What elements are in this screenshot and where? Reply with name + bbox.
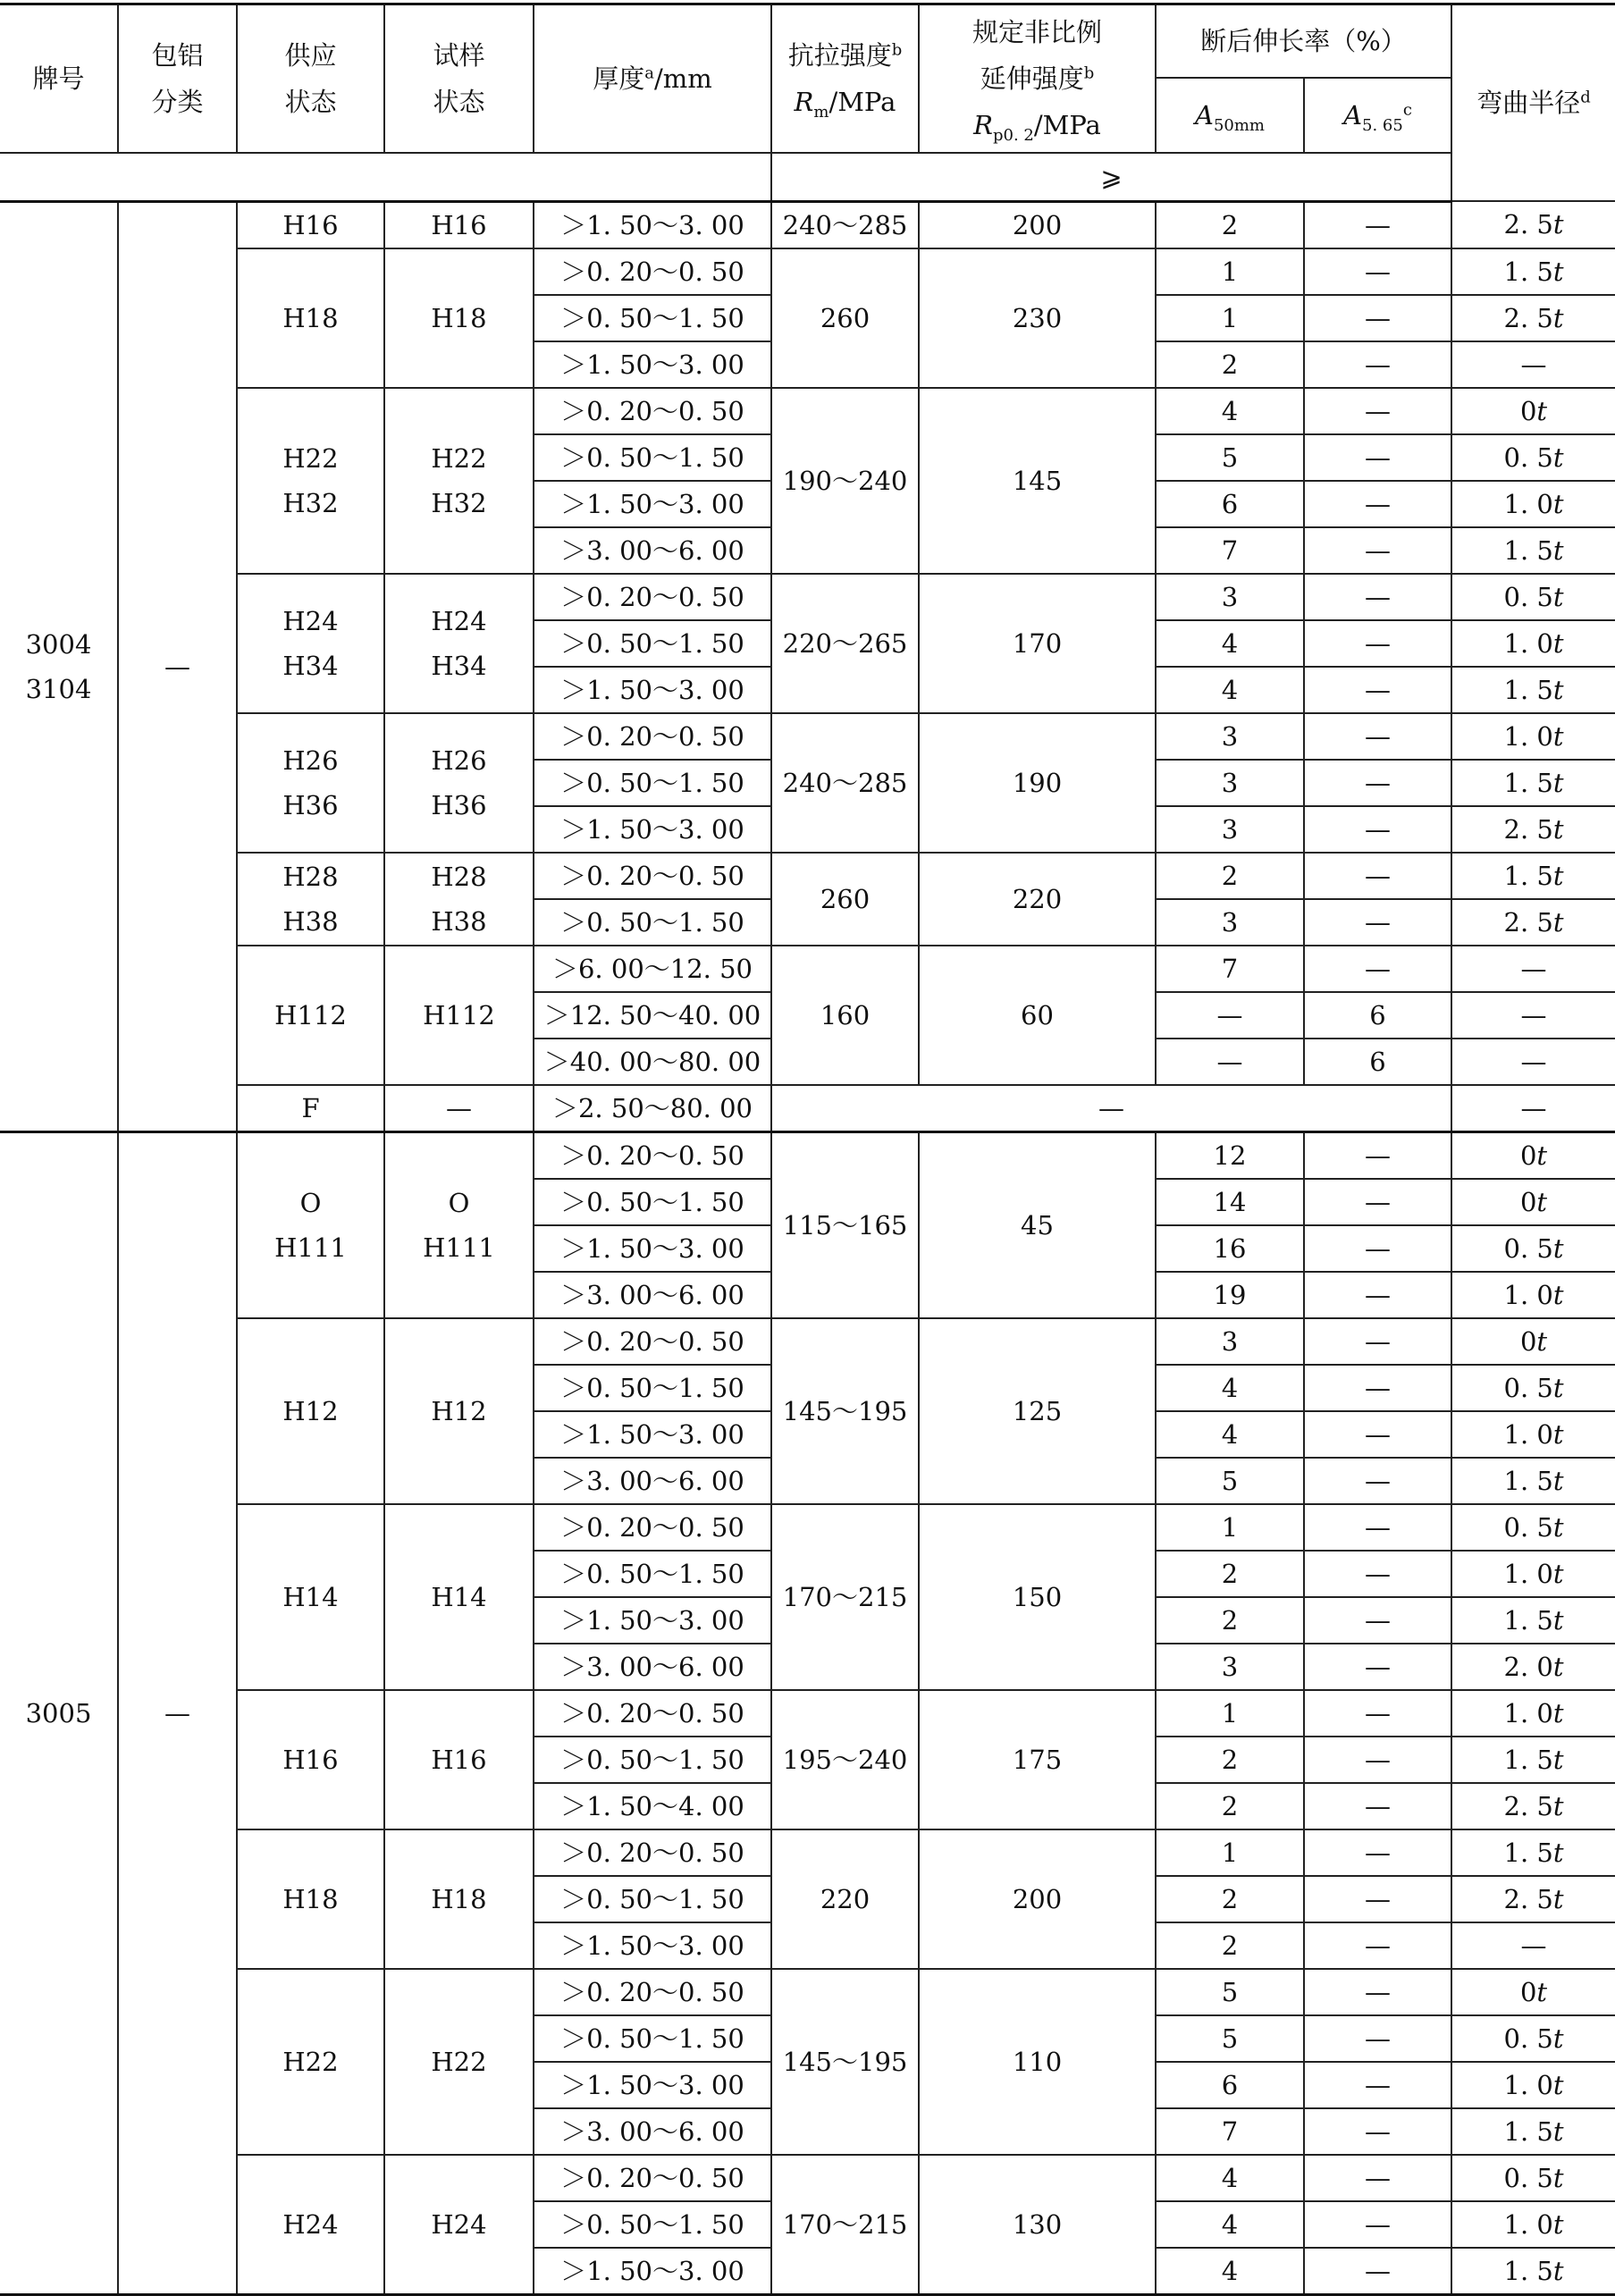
header-grade: 牌号 <box>0 4 118 153</box>
cell-a50mm: 1 <box>1156 1690 1304 1737</box>
cell-a50mm: — <box>1156 992 1304 1039</box>
cell-a50mm: 1 <box>1156 1504 1304 1551</box>
cell-a50mm: — <box>1156 1039 1304 1085</box>
cell-sample-state: H28 H38 <box>384 853 534 946</box>
cell-supply-state: O H111 <box>237 1131 384 1318</box>
cell-yield: 110 <box>919 1969 1156 2155</box>
cell-a565: — <box>1304 946 1451 992</box>
cell-a50mm: 3 <box>1156 899 1304 946</box>
cell-supply-state: H26 H36 <box>237 713 384 853</box>
cell-thickness: ＞0. 50～1. 50 <box>534 1737 771 1783</box>
cell-yield: 200 <box>919 201 1156 248</box>
header-sample-state: 试样 状态 <box>384 4 534 153</box>
header-blank <box>0 153 771 202</box>
cell-sample-state: H112 <box>384 946 534 1085</box>
cell-a565: — <box>1304 1969 1451 2015</box>
cell-bend-radius: — <box>1451 1039 1615 1085</box>
cell-sample-state: H26 H36 <box>384 713 534 853</box>
header-thickness: 厚度$^a$/mm <box>534 4 771 153</box>
cell-tensile: 145～195 <box>771 1969 919 2155</box>
cell-a565: — <box>1304 1644 1451 1690</box>
cell-yield: 190 <box>919 713 1156 853</box>
cell-tensile: 170～215 <box>771 1504 919 1690</box>
cell-a50mm: 1 <box>1156 295 1304 341</box>
cell-bend-radius: 1. 0t <box>1451 713 1615 760</box>
spec-table-container <box>0 3 1615 2296</box>
cell-a50mm: 2 <box>1156 1876 1304 1922</box>
cell-a50mm: 4 <box>1156 388 1304 434</box>
cell-supply-state: H16 <box>237 1690 384 1829</box>
cell-thickness: ＞40. 00～80. 00 <box>534 1039 771 1085</box>
cell-tensile: 240～285 <box>771 713 919 853</box>
table-row <box>0 1318 1615 1365</box>
cell-thickness: ＞2. 50～80. 00 <box>534 1085 771 1132</box>
cell-thickness: ＞1. 50～3. 00 <box>534 2062 771 2108</box>
table-row <box>0 853 1615 899</box>
cell-sample-state: — <box>384 1085 534 1132</box>
cell-bend-radius: 1. 5t <box>1451 2108 1615 2155</box>
cell-a565: — <box>1304 341 1451 388</box>
cell-bend-radius: 1. 0t <box>1451 1551 1615 1597</box>
table-body <box>0 201 1615 2294</box>
cell-yield: 45 <box>919 1131 1156 1318</box>
cell-bend-radius: 2. 5t <box>1451 1876 1615 1922</box>
header-a565: $A_{5. 65}^c$ <box>1304 78 1451 153</box>
table-row <box>0 201 1615 248</box>
cell-sample-state: H18 <box>384 1829 534 1969</box>
cell-supply-state: H12 <box>237 1318 384 1504</box>
cell-bend-radius: — <box>1451 341 1615 388</box>
cell-a565: — <box>1304 1922 1451 1969</box>
table-row <box>0 1504 1615 1551</box>
table-row <box>0 248 1615 295</box>
cell-bend-radius: 1. 5t <box>1451 248 1615 295</box>
cell-thickness: ＞0. 20～0. 50 <box>534 1131 771 1179</box>
cell-yield: 130 <box>919 2155 1156 2295</box>
cell-a50mm: 4 <box>1156 667 1304 713</box>
cell-thickness: ＞1. 50～3. 00 <box>534 1411 771 1458</box>
cell-a50mm: 14 <box>1156 1179 1304 1225</box>
cell-bend-radius: 1. 5t <box>1451 1597 1615 1644</box>
cell-bend-radius: 0. 5t <box>1451 1225 1615 1272</box>
header-yield-strength: 规定非比例 延伸强度$^b$ $R_{p0. 2}$/MPa <box>919 4 1156 153</box>
cell-bend-radius: — <box>1451 946 1615 992</box>
cell-a50mm: 7 <box>1156 946 1304 992</box>
cell-tensile: 240～285 <box>771 201 919 248</box>
cell-supply-state: H18 <box>237 248 384 388</box>
cell-a50mm: 2 <box>1156 1551 1304 1597</box>
cell-thickness: ＞1. 50～4. 00 <box>534 1783 771 1829</box>
cell-a50mm: 4 <box>1156 2201 1304 2248</box>
cell-a50mm: 19 <box>1156 1272 1304 1318</box>
cell-bend-radius: 0. 5t <box>1451 2155 1615 2201</box>
cell-thickness: ＞3. 00～6. 00 <box>534 527 771 574</box>
cell-supply-state: F <box>237 1085 384 1132</box>
cell-yield: 175 <box>919 1690 1156 1829</box>
cell-bend-radius: 1. 5t <box>1451 1829 1615 1876</box>
cell-bend-radius: 1. 0t <box>1451 2062 1615 2108</box>
table-row <box>0 946 1615 992</box>
cell-a50mm: 3 <box>1156 760 1304 806</box>
cell-sample-state: H24 H34 <box>384 574 534 713</box>
cell-a565: — <box>1304 853 1451 899</box>
cell-a565: 6 <box>1304 992 1451 1039</box>
cell-bend-radius: 1. 5t <box>1451 760 1615 806</box>
cell-bend-radius: 0. 5t <box>1451 574 1615 620</box>
table-row <box>0 1829 1615 1876</box>
cell-thickness: ＞0. 50～1. 50 <box>534 899 771 946</box>
cell-a565: — <box>1304 760 1451 806</box>
cell-thickness: ＞3. 00～6. 00 <box>534 1458 771 1504</box>
cell-supply-state: H24 <box>237 2155 384 2295</box>
cell-thickness: ＞0. 50～1. 50 <box>534 760 771 806</box>
cell-thickness: ＞0. 50～1. 50 <box>534 434 771 481</box>
header-a50mm: $A_{50mm}$ <box>1156 78 1304 153</box>
cell-thickness: ＞6. 00～12. 50 <box>534 946 771 992</box>
cell-a50mm: 2 <box>1156 1783 1304 1829</box>
cell-bend-radius: 2. 5t <box>1451 806 1615 853</box>
cell-a565: — <box>1304 2248 1451 2295</box>
cell-thickness: ＞1. 50～3. 00 <box>534 667 771 713</box>
cell-tensile: 260 <box>771 248 919 388</box>
cell-thickness: ＞0. 20～0. 50 <box>534 1829 771 1876</box>
cell-bend-radius: 0. 5t <box>1451 2015 1615 2062</box>
cell-a565: — <box>1304 1458 1451 1504</box>
cell-a565: — <box>1304 2015 1451 2062</box>
cell-bend-radius: 1. 5t <box>1451 1737 1615 1783</box>
cell-a50mm: 4 <box>1156 1365 1304 1411</box>
cell-supply-state: H28 H38 <box>237 853 384 946</box>
cell-a50mm: 3 <box>1156 574 1304 620</box>
cell-supply-state: H14 <box>237 1504 384 1690</box>
cell-thickness: ＞0. 20～0. 50 <box>534 574 771 620</box>
cell-bend-radius: 2. 5t <box>1451 1783 1615 1829</box>
cell-bend-radius: 1. 0t <box>1451 1411 1615 1458</box>
cell-thickness: ＞1. 50～3. 00 <box>534 201 771 248</box>
cell-sample-state: H24 <box>384 2155 534 2295</box>
cell-tensile: 160 <box>771 946 919 1085</box>
cell-yield: 170 <box>919 574 1156 713</box>
cell-a50mm: 3 <box>1156 806 1304 853</box>
cell-a565: — <box>1304 574 1451 620</box>
cell-a565: — <box>1304 481 1451 527</box>
cell-a565: — <box>1304 1225 1451 1272</box>
cell-a565: — <box>1304 1272 1451 1318</box>
cell-bend-radius: 1. 5t <box>1451 2248 1615 2295</box>
cell-thickness: ＞0. 50～1. 50 <box>534 295 771 341</box>
cell-tensile: 260 <box>771 853 919 946</box>
cell-sample-state: H16 <box>384 201 534 248</box>
cell-thickness: ＞0. 50～1. 50 <box>534 2201 771 2248</box>
cell-grade: 3005 <box>0 1131 118 2294</box>
table-row <box>0 1131 1615 1179</box>
cell-a565: — <box>1304 1829 1451 1876</box>
cell-bend-radius: 0t <box>1451 1969 1615 2015</box>
cell-yield: 60 <box>919 946 1156 1085</box>
cell-yield: 145 <box>919 388 1156 574</box>
cell-a50mm: 3 <box>1156 713 1304 760</box>
cell-thickness: ＞1. 50～3. 00 <box>534 1597 771 1644</box>
cell-merged-values: — <box>771 1085 1451 1132</box>
table-row <box>0 574 1615 620</box>
cell-a565: — <box>1304 248 1451 295</box>
cell-a50mm: 16 <box>1156 1225 1304 1272</box>
cell-thickness: ＞0. 50～1. 50 <box>534 1179 771 1225</box>
cell-a565: — <box>1304 1783 1451 1829</box>
cell-thickness: ＞1. 50～3. 00 <box>534 481 771 527</box>
cell-bend-radius: 2. 0t <box>1451 1644 1615 1690</box>
header-supply-state: 供应 状态 <box>237 4 384 153</box>
cell-a50mm: 1 <box>1156 1829 1304 1876</box>
cell-a565: — <box>1304 388 1451 434</box>
cell-bend-radius: 2. 5t <box>1451 899 1615 946</box>
cell-a565: — <box>1304 1179 1451 1225</box>
cell-sample-state: H22 H32 <box>384 388 534 574</box>
cell-supply-state: H16 <box>237 201 384 248</box>
cell-bend-radius: — <box>1451 992 1615 1039</box>
cell-a50mm: 6 <box>1156 2062 1304 2108</box>
cell-tensile: 220 <box>771 1829 919 1969</box>
header-bend-radius: 弯曲半径$^d$ <box>1451 4 1615 202</box>
cell-bend-radius: 0. 5t <box>1451 1504 1615 1551</box>
cell-a565: — <box>1304 2155 1451 2201</box>
cell-tensile: 195～240 <box>771 1690 919 1829</box>
table-row <box>0 713 1615 760</box>
cell-bend-radius: — <box>1451 1085 1615 1132</box>
cell-sample-state: H22 <box>384 1969 534 2155</box>
cell-supply-state: H24 H34 <box>237 574 384 713</box>
cell-thickness: ＞0. 50～1. 50 <box>534 1365 771 1411</box>
cell-a50mm: 2 <box>1156 1737 1304 1783</box>
cell-supply-state: H22 <box>237 1969 384 2155</box>
cell-a50mm: 2 <box>1156 341 1304 388</box>
cell-a50mm: 3 <box>1156 1644 1304 1690</box>
cell-a565: 6 <box>1304 1039 1451 1085</box>
cell-thickness: ＞0. 20～0. 50 <box>534 1504 771 1551</box>
header-tensile-strength: 抗拉强度$^b$ $R_m$/MPa <box>771 4 919 153</box>
table-row <box>0 1085 1615 1132</box>
cell-thickness: ＞3. 00～6. 00 <box>534 1272 771 1318</box>
cell-a565: — <box>1304 1318 1451 1365</box>
cell-a50mm: 5 <box>1156 1969 1304 2015</box>
cell-thickness: ＞0. 20～0. 50 <box>534 248 771 295</box>
cell-bend-radius: 1. 0t <box>1451 1690 1615 1737</box>
cell-supply-state: H112 <box>237 946 384 1085</box>
cell-thickness: ＞1. 50～3. 00 <box>534 1225 771 1272</box>
cell-a565: — <box>1304 295 1451 341</box>
table-row <box>0 1690 1615 1737</box>
cell-a565: — <box>1304 527 1451 574</box>
cell-thickness: ＞1. 50～3. 00 <box>534 806 771 853</box>
cell-yield: 230 <box>919 248 1156 388</box>
cell-a565: — <box>1304 2108 1451 2155</box>
cell-tensile: 145～195 <box>771 1318 919 1504</box>
cell-a565: — <box>1304 899 1451 946</box>
cell-a565: — <box>1304 1597 1451 1644</box>
cell-grade: 3004 3104 <box>0 201 118 1131</box>
cell-bend-radius: 1. 0t <box>1451 481 1615 527</box>
cell-yield: 200 <box>919 1829 1156 1969</box>
cell-a50mm: 5 <box>1156 2015 1304 2062</box>
cell-sample-state: H18 <box>384 248 534 388</box>
cell-a565: — <box>1304 806 1451 853</box>
cell-sample-state: H12 <box>384 1318 534 1504</box>
cell-a50mm: 5 <box>1156 1458 1304 1504</box>
cell-tensile: 115～165 <box>771 1131 919 1318</box>
cell-yield: 125 <box>919 1318 1156 1504</box>
cell-thickness: ＞0. 20～0. 50 <box>534 1318 771 1365</box>
cell-a50mm: 1 <box>1156 248 1304 295</box>
cell-bend-radius: 1. 0t <box>1451 2201 1615 2248</box>
cell-a50mm: 7 <box>1156 527 1304 574</box>
cell-thickness: ＞3. 00～6. 00 <box>534 1644 771 1690</box>
header-clad-class: 包铝 分类 <box>118 4 237 153</box>
cell-thickness: ＞1. 50～3. 00 <box>534 1922 771 1969</box>
cell-a565: — <box>1304 1131 1451 1179</box>
cell-bend-radius: 0. 5t <box>1451 434 1615 481</box>
cell-tensile: 190～240 <box>771 388 919 574</box>
cell-a565: — <box>1304 620 1451 667</box>
cell-thickness: ＞0. 50～1. 50 <box>534 2015 771 2062</box>
cell-a565: — <box>1304 2201 1451 2248</box>
cell-thickness: ＞0. 50～1. 50 <box>534 1551 771 1597</box>
cell-a565: — <box>1304 2062 1451 2108</box>
cell-bend-radius: 0. 5t <box>1451 1365 1615 1411</box>
cell-thickness: ＞0. 20～0. 50 <box>534 1969 771 2015</box>
cell-thickness: ＞3. 00～6. 00 <box>534 2108 771 2155</box>
cell-bend-radius: 1. 0t <box>1451 620 1615 667</box>
cell-sample-state: H16 <box>384 1690 534 1829</box>
cell-bend-radius: 2. 5t <box>1451 295 1615 341</box>
cell-a565: — <box>1304 434 1451 481</box>
cell-a50mm: 2 <box>1156 853 1304 899</box>
cell-thickness: ＞0. 20～0. 50 <box>534 2155 771 2201</box>
cell-bend-radius: 0t <box>1451 1131 1615 1179</box>
cell-bend-radius: 1. 5t <box>1451 667 1615 713</box>
cell-a565: — <box>1304 713 1451 760</box>
header-elongation: 断后伸长率（%） <box>1156 4 1451 78</box>
table-row <box>0 388 1615 434</box>
cell-thickness: ＞0. 20～0. 50 <box>534 853 771 899</box>
cell-bend-radius: 0t <box>1451 388 1615 434</box>
cell-a565: — <box>1304 1504 1451 1551</box>
cell-supply-state: H18 <box>237 1829 384 1969</box>
cell-a565: — <box>1304 1876 1451 1922</box>
table-row <box>0 2155 1615 2201</box>
cell-a565: — <box>1304 1365 1451 1411</box>
table-row <box>0 1969 1615 2015</box>
cell-bend-radius: 0t <box>1451 1179 1615 1225</box>
cell-a565: — <box>1304 1411 1451 1458</box>
cell-supply-state: H22 H32 <box>237 388 384 574</box>
cell-a50mm: 6 <box>1156 481 1304 527</box>
cell-thickness: ＞0. 20～0. 50 <box>534 388 771 434</box>
cell-a565: — <box>1304 1551 1451 1597</box>
cell-a565: — <box>1304 1737 1451 1783</box>
cell-a565: — <box>1304 201 1451 248</box>
cell-sample-state: H14 <box>384 1504 534 1690</box>
cell-a50mm: 4 <box>1156 2155 1304 2201</box>
cell-thickness: ＞0. 20～0. 50 <box>534 1690 771 1737</box>
cell-a50mm: 4 <box>1156 620 1304 667</box>
header-min-symbol: ⩾ <box>771 153 1451 202</box>
cell-thickness: ＞0. 50～1. 50 <box>534 1876 771 1922</box>
cell-a50mm: 4 <box>1156 2248 1304 2295</box>
cell-a50mm: 2 <box>1156 1922 1304 1969</box>
cell-bend-radius: 1. 5t <box>1451 527 1615 574</box>
cell-thickness: ＞0. 20～0. 50 <box>534 713 771 760</box>
cell-yield: 220 <box>919 853 1156 946</box>
cell-bend-radius: 1. 5t <box>1451 1458 1615 1504</box>
cell-a565: — <box>1304 667 1451 713</box>
cell-tensile: 220～265 <box>771 574 919 713</box>
cell-a50mm: 12 <box>1156 1131 1304 1179</box>
cell-clad-class: — <box>118 1131 237 2294</box>
cell-bend-radius: 0t <box>1451 1318 1615 1365</box>
cell-a50mm: 3 <box>1156 1318 1304 1365</box>
cell-clad-class: — <box>118 201 237 1131</box>
cell-thickness: ＞1. 50～3. 00 <box>534 2248 771 2295</box>
cell-tensile: 170～215 <box>771 2155 919 2295</box>
cell-thickness: ＞1. 50～3. 00 <box>534 341 771 388</box>
cell-thickness: ＞12. 50～40. 00 <box>534 992 771 1039</box>
cell-a565: — <box>1304 1690 1451 1737</box>
cell-a50mm: 5 <box>1156 434 1304 481</box>
cell-bend-radius: 2. 5t <box>1451 201 1615 248</box>
cell-yield: 150 <box>919 1504 1156 1690</box>
cell-bend-radius: 1. 5t <box>1451 853 1615 899</box>
cell-a50mm: 2 <box>1156 201 1304 248</box>
cell-thickness: ＞0. 50～1. 50 <box>534 620 771 667</box>
mechanical-properties-table <box>0 3 1615 2296</box>
cell-a50mm: 7 <box>1156 2108 1304 2155</box>
cell-bend-radius: — <box>1451 1922 1615 1969</box>
cell-sample-state: O H111 <box>384 1131 534 1318</box>
cell-a50mm: 4 <box>1156 1411 1304 1458</box>
cell-bend-radius: 1. 0t <box>1451 1272 1615 1318</box>
cell-a50mm: 2 <box>1156 1597 1304 1644</box>
